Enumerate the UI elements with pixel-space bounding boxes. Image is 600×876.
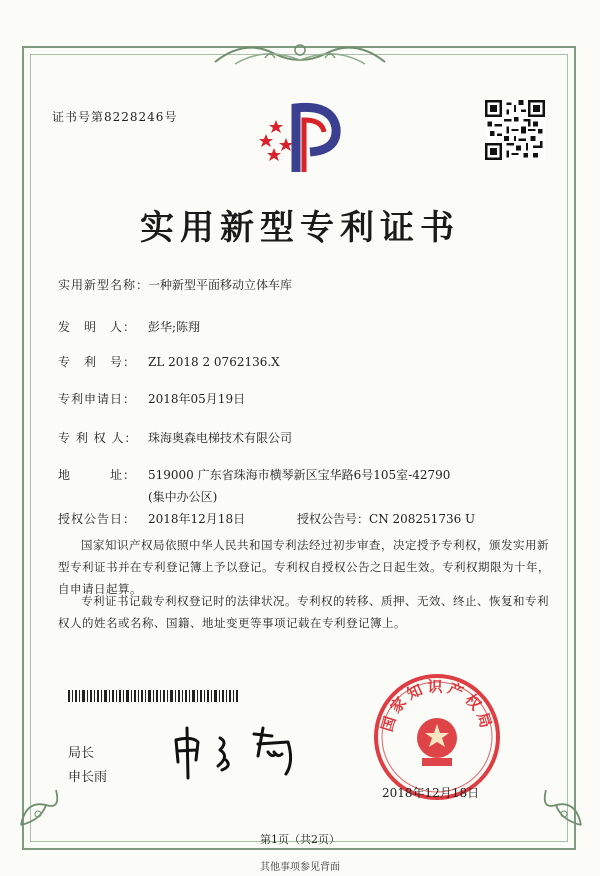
inventor-label: 发 明 人：	[58, 320, 137, 334]
filing-date-row	[58, 390, 245, 407]
certificate-title: 实用新型专利证书	[140, 208, 460, 248]
utility-model-name-value: 一种新型平面移动立体车库	[148, 278, 293, 292]
official-seal	[372, 672, 502, 802]
inventor-value: 彭华;陈翔	[148, 320, 201, 334]
grant-date-value: 2018年12月18日	[148, 512, 246, 526]
utility-model-name-row	[58, 276, 292, 293]
patentee-label: 专 利 权 人：	[58, 431, 138, 445]
seal-date: 2018年12月18日	[382, 786, 480, 800]
corner-ornament-bottom-left	[16, 770, 76, 830]
address-label: 地 址：	[58, 468, 137, 482]
statement-paragraph-1: 国家知识产权局依照中华人民共和国专利法经过初步审查，决定授予专利权，颁发实用新型专利证书并在专利登记簿上予以登记。专利权自授权公告之日起生效。专利权期限为十年，自申请日起算。	[58, 538, 550, 596]
inventor-row	[58, 318, 200, 335]
patent-office-logo	[252, 98, 352, 178]
barcode	[68, 690, 238, 702]
filing-date-value: 2018年05月19日	[148, 392, 246, 406]
seal-text: 国家知识产权局	[377, 677, 497, 734]
statement-paragraph-2: 专利证书记载专利权登记时的法律状况。专利权的转移、质押、无效、终止、恢复和专利权人的姓名或名称、国籍、地址变更等事项记载在专利登记簿上。	[58, 594, 549, 630]
utility-model-name-label: 实用新型名称：	[58, 278, 150, 292]
address-row	[58, 466, 450, 483]
patent-number-row	[58, 353, 280, 370]
top-ornament	[205, 36, 395, 70]
patent-number-value: ZL 2018 2 0762136.X	[148, 355, 280, 369]
filing-date-label: 专利申请日：	[58, 392, 137, 406]
patent-number-label: 专 利 号：	[58, 355, 137, 369]
patentee-value: 珠海奥森电梯技术有限公司	[148, 431, 293, 445]
signatory-role: 局长	[68, 746, 95, 761]
corner-ornament-bottom-right	[526, 770, 586, 830]
page-number: 第1页（共2页）	[260, 833, 340, 846]
grant-number-row	[297, 510, 475, 527]
handwritten-signature	[168, 722, 318, 782]
grant-date-label: 授权公告日：	[58, 512, 137, 526]
address-value-line2: (集中办公区)	[148, 490, 218, 504]
grant-number-value: CN 208251736 U	[369, 512, 476, 526]
certificate-number: 证书号第8228246号	[52, 110, 178, 124]
footer-note: 其他事项参见背面	[260, 862, 340, 873]
qr-code	[485, 100, 545, 160]
signatory-name: 申长雨	[68, 770, 108, 785]
grant-number-label: 授权公告号：	[297, 512, 370, 526]
patentee-row	[58, 429, 292, 446]
grant-date-row	[58, 510, 245, 527]
address-value: 519000 广东省珠海市横琴新区宝华路6号105室-42790	[148, 468, 451, 482]
